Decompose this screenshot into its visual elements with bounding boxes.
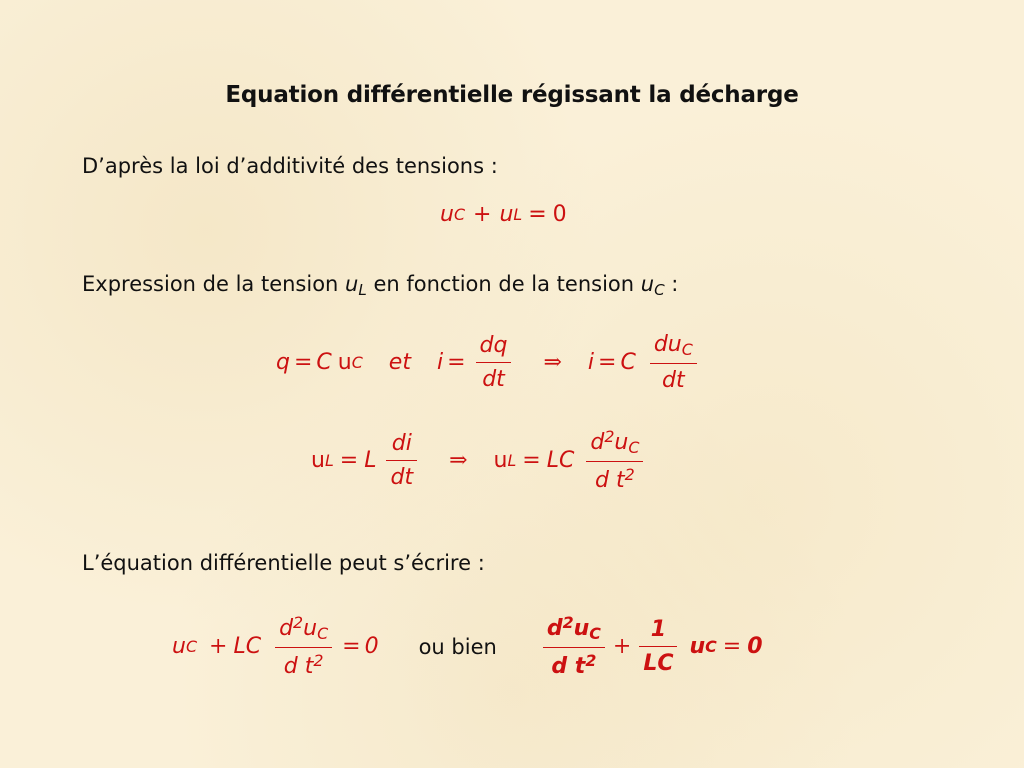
eq3-u: u [311,448,325,474]
eq4-sub-c-c: C [705,637,717,657]
eq2-equals-3: = [598,350,617,376]
eq3-sup2: 2 [624,465,635,485]
ou-bien-text: ou bien [418,634,497,659]
fraction-bar [543,647,605,648]
eq4-d: d [279,616,294,642]
equation-current [276,332,703,393]
eq4-sup2: 2 [313,651,324,671]
expression-suffix: : [664,272,679,296]
fraction-d2uc-dt2 [586,428,643,494]
eq3-num [586,428,643,457]
eq1-plus: + [473,202,492,227]
eq3-u2: u [493,448,508,474]
eq4-zero: 0 [364,634,379,660]
eq3-sub-l2: L [507,451,517,471]
eq3-d2: d [595,468,610,494]
eq4-equals-b: = [722,634,742,660]
eq4-den-b [547,652,600,679]
eq2-i2: i [587,350,595,376]
expression-sub1: L [358,280,367,299]
eq2-implies: ⇒ [543,350,562,376]
eq3-LC: LC [546,448,575,474]
eq1-u: u [440,202,454,227]
expression-u1: u [345,272,359,296]
fraction-bar [639,646,677,647]
eq3-sup: 2 [604,427,615,446]
eq3-equals-1: = [339,448,359,474]
eq1-u2: u [499,202,514,227]
eq3-t: t [616,468,625,494]
eq1-sub-c: C [453,205,466,224]
eq2-u: u [337,350,352,376]
eq2-du-num [650,332,697,359]
eq4-t-b: t [574,654,586,680]
eq3-equals-2: = [522,448,541,474]
eq4-plus-b: + [612,634,632,660]
eq3-implies: ⇒ [449,448,468,474]
eq4-sup-b: 2 [562,613,574,632]
eq4-num [275,614,332,643]
eq3-sub-l: L [324,451,334,471]
equation-differential [172,614,763,680]
eq4-LC: LC [233,634,262,660]
differential-equation-text: L’équation différentielle peut s’écrire : [82,551,485,575]
eq2-equals-1: = [293,350,313,376]
eq4-plus: + [209,634,228,660]
eq2-dt: dt [482,367,505,393]
eq3-L: L [364,448,377,474]
eq2-et: et [388,350,411,376]
eq3-sub-c: C [628,438,640,458]
fraction-bar [386,460,417,461]
expression-middle: en fonction de la tension [366,272,641,296]
eq2-dq: dq [479,332,508,358]
fraction-bar [275,647,332,648]
fraction-bar [586,461,643,462]
equation-additivity [440,202,567,227]
fraction-di-dt [386,431,417,491]
eq4-u-c: u [689,634,706,660]
fraction-d2uc-dt2-b [543,614,605,680]
eq4-sub-c-b: C [589,624,601,644]
eq4-LC-b: LC [643,651,674,677]
eq4-sup: 2 [293,613,304,632]
eq2-dt2: dt [662,368,685,394]
eq2-du: du [653,332,682,357]
eq3-den [591,466,639,493]
eq4-u2: u [303,616,318,642]
eq2-C: C [316,350,332,376]
equation-inductor-voltage [311,428,649,494]
eq4-t: t [304,654,314,680]
eq3-d: d [590,430,605,456]
eq4-d2-b: d [551,654,568,680]
eq2-equals-2: = [447,350,466,376]
eq4-d-b: d [546,616,563,642]
fraction-bar [476,362,512,363]
fraction-1-lc [639,617,677,677]
eq3-di: di [391,431,412,457]
fraction-d2uc-dt2-a [275,614,332,680]
eq2-C2: C [620,350,636,376]
eq2-i: i [436,350,444,376]
fraction-duc-dt [650,332,697,393]
additivity-text: D’après la loi d’additivité des tensions : [82,154,498,178]
eq1-equals: = [528,202,547,227]
eq4-sub-c: C [185,637,198,657]
eq4-zero-b: 0 [747,634,763,660]
eq4-equals: = [342,634,361,660]
eq3-u3: u [614,430,629,456]
eq3-dt: dt [390,465,414,491]
eq4-num-b [543,614,605,643]
eq2-q: q [276,350,290,376]
fraction-dq-dt [476,333,512,393]
expression-u2: u [640,272,655,296]
eq4-sub-c2: C [317,624,329,644]
eq2-sub-c: C [351,353,363,373]
eq4-d2: d [283,654,298,680]
expression-prefix: Expression de la tension [82,272,346,296]
eq4-one: 1 [650,617,667,643]
eq4-sup2-b: 2 [585,651,597,671]
eq4-u: u [172,634,186,660]
slide-title: Equation différentielle régissant la décharge [225,82,799,108]
expression-text [82,272,678,299]
eq1-zero: 0 [552,202,567,227]
eq1-sub-l: L [513,205,523,224]
fraction-bar [650,363,697,364]
eq2-du-sub: C [681,339,693,359]
eq4-den [280,652,328,679]
expression-sub2: C [654,280,665,299]
eq4-u-b: u [573,616,590,642]
